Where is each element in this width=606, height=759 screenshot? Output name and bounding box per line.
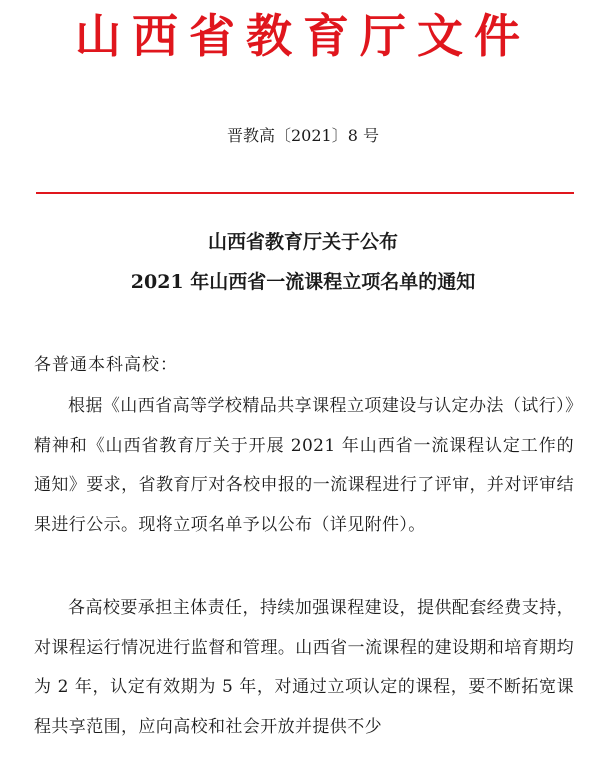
document-title-line-1: 山西省教育厅关于公布 <box>207 231 398 253</box>
body-paragraph: 根据《山西省高等学校精品共享课程立项建设与认定办法（试行）》精神和《山西省教育厅关于开展 2021 年山西省一流课程认定工作的通知》要求，省教育厅对各校申报的一流课程进行了评审，并对评审结果进行公示。现将立项名单予以公布（详见附件）。 <box>34 396 574 535</box>
red-divider-line <box>36 192 574 194</box>
body-paragraph: 各高校要承担主体责任，持续加强课程建设，提供配套经费支持，对课程运行情况进行监督和管理。山西省一流课程的建设期和培育期均为 2 年，认定有效期为 5 年，对通过立项认定的课程，要不断拓宽课程共享范围，应向高校和社会开放并提供不少 <box>34 598 574 737</box>
issuing-authority-masthead: 山西省教育厅文件 <box>75 9 531 63</box>
salutation: 各普通本科高校： <box>34 355 178 375</box>
document-title-line-2: 2021 年山西省一流课程立项名单的通知 <box>130 271 476 293</box>
document-number: 晋教高〔2021〕8 号 <box>227 126 379 145</box>
